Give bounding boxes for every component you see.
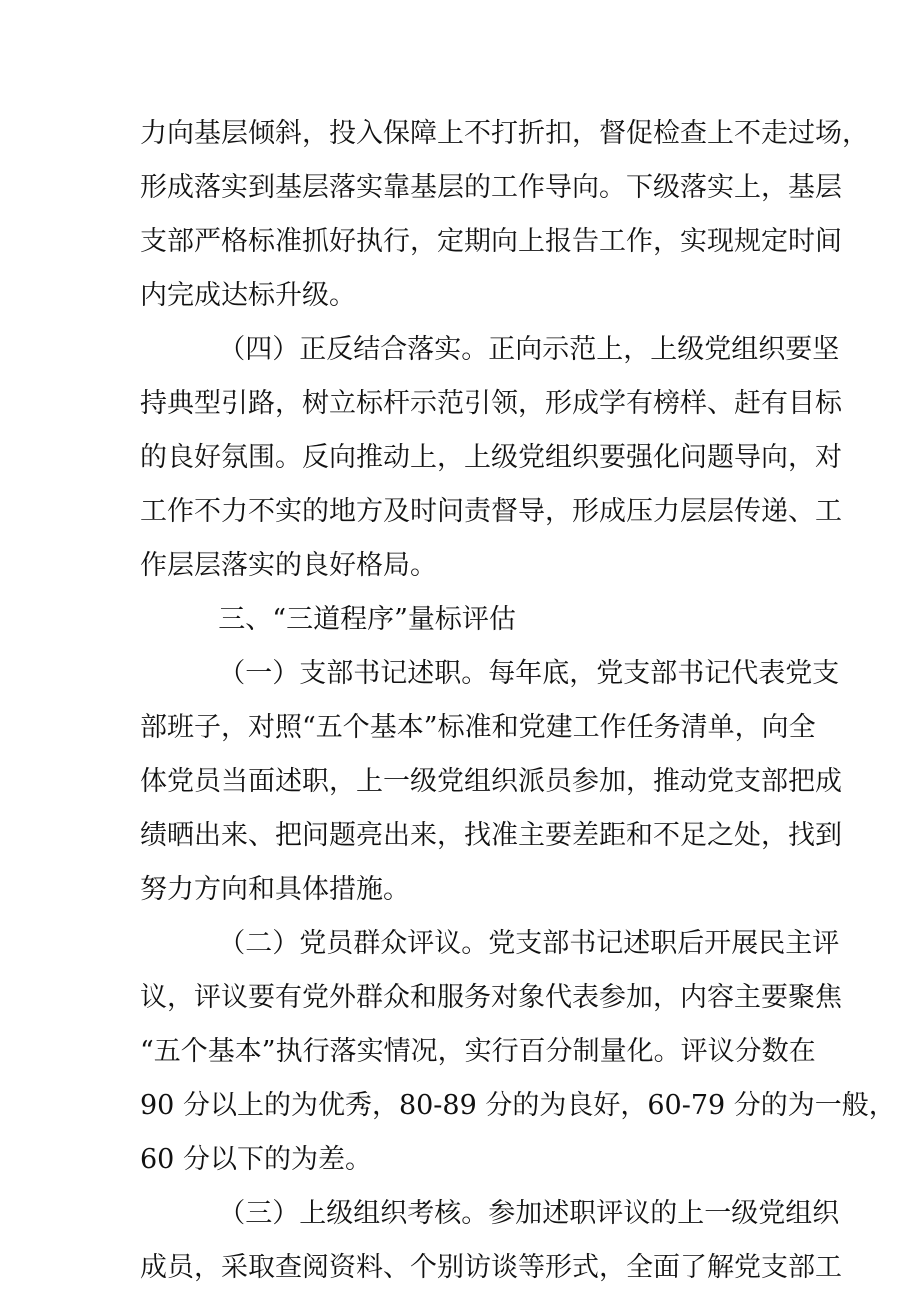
text-line: 持典型引路，树立标杆示范引领，形成学有榜样、赶有目标 <box>140 388 842 419</box>
text-line: 的良好氛围。反向推动上，上级党组织要强化问题导向，对 <box>140 442 842 473</box>
text-line: 内完成达标升级。 <box>140 280 356 311</box>
text-line: （二）党员群众评议。党支部书记述职后开展民主评 <box>218 928 840 959</box>
document-body <box>140 107 896 1295</box>
paragraph-4 <box>140 647 842 917</box>
text-line: 60 分以下的为差。 <box>140 1144 372 1175</box>
text-line: 90 分以上的为优秀，80-89 分的为良好，60-79 分的为一般， <box>140 1090 896 1121</box>
text-line: 绩晒出来、把问题亮出来，找准主要差距和不足之处，找到 <box>140 820 842 851</box>
text-line: 议，评议要有党外群众和服务对象代表参加，内容主要聚焦 <box>140 982 842 1013</box>
text-line: （四）正反结合落实。正向示范上，上级党组织要坚 <box>218 334 840 365</box>
text-line: “五个基本”执行落实情况，实行百分制量化。评议分数在 <box>140 1036 816 1067</box>
text-line: （一）支部书记述职。每年底，党支部书记代表党支 <box>218 658 840 689</box>
paragraph-2 <box>140 323 842 593</box>
text-line: 部班子，对照“五个基本”标准和党建工作任务清单，向全 <box>140 712 816 743</box>
text-line: 努力方向和具体措施。 <box>140 874 410 905</box>
paragraph-5 <box>140 917 896 1187</box>
text-line: 工作不力不实的地方及时问责督导，形成压力层层传递、工 <box>140 496 842 527</box>
section-heading <box>140 593 782 647</box>
text-line: 支部严格标准抓好执行，定期向上报告工作，实现规定时间 <box>140 226 842 257</box>
paragraph-1 <box>140 107 869 323</box>
text-line: 形成落实到基层落实靠基层的工作导向。下级落实上，基层 <box>140 172 842 203</box>
text-line: 作层层落实的良好格局。 <box>140 550 437 581</box>
paragraph-6 <box>140 1187 842 1295</box>
text-line: （三）上级组织考核。参加述职评议的上一级党组织 <box>218 1198 840 1229</box>
text-line: 成员，采取查阅资料、个别访谈等形式，全面了解党支部工 <box>140 1252 842 1283</box>
text-line: 体党员当面述职，上一级党组织派员参加，推动党支部把成 <box>140 766 842 797</box>
text-line: 力向基层倾斜，投入保障上不打折扣，督促检查上不走过场， <box>140 118 869 149</box>
section-heading-text: 三、“三道程序”量标评估 <box>218 604 516 635</box>
